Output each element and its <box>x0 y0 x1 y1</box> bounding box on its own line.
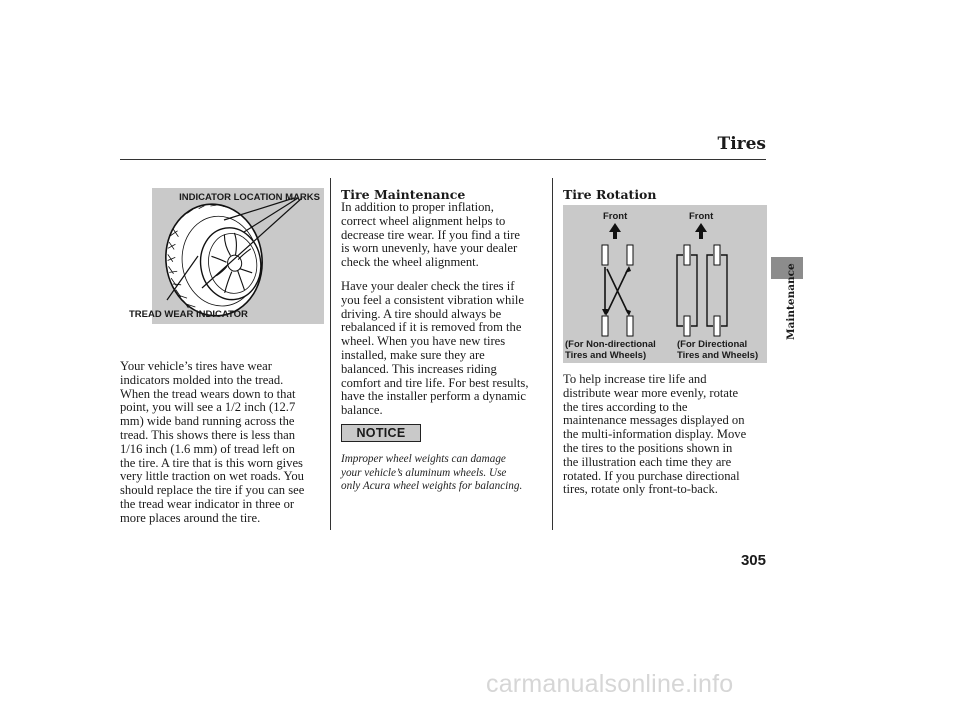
tire-rotation-paragraph: To help increase tire life and distribute wear more evenly, rotate the tires according to the maintenance messages displayed on the multi-information display. Move the tires to the positions shown in the illustration each time they are rotated. If you purchase directional tires, rotate only front-to-back. <box>563 372 747 497</box>
indicator-location-label: INDICATOR LOCATION MARKS <box>179 192 320 203</box>
notice-badge: NOTICE <box>341 424 421 442</box>
tire-illustration <box>152 188 324 324</box>
tire-rotation-heading: Tire Rotation <box>563 187 657 202</box>
front-label-right: Front <box>689 211 714 222</box>
non-directional-caption: (For Non-directional Tires and Wheels) <box>565 339 656 361</box>
section-tab-label: Maintenance <box>785 263 797 340</box>
tire-maintenance-paragraph-1: In addition to proper inflation, correct wheel alignment helps to decrease tire wear. If you find a tire is worn unevenly, have your dealer check the wheel alignment. <box>341 200 521 270</box>
tread-wear-figure <box>152 188 324 324</box>
header-rule <box>120 159 766 160</box>
directional-tires <box>684 245 720 336</box>
tread-wear-paragraph: Your vehicle’s tires have wear indicators molded into the tread. When the tread wears down to that point, you will see a 1/2 inch (12.7 mm) wide band running across the tread. This shows there is less than 1/16 inch (1.6 mm) of tread left on the tire. A tire that is this worn gives very little traction on wet roads. You should replace the tire if you can see the tread wear indicator in three or more places around the tire. <box>120 359 305 525</box>
front-arrow-icon <box>609 223 707 239</box>
tire-maintenance-paragraph-2: Have your dealer check the tires if you feel a consistent vibration while driving. A tire should always be rebalanced if it is removed from the wheel. When you have new tires installed, make sure they are balanced. This increases riding comfort and tire life. For best results, have the installer perform a dynamic balance. <box>341 279 529 418</box>
watermark: carmanualsonline.info <box>486 670 734 698</box>
directional-caption: (For Directional Tires and Wheels) <box>677 339 759 361</box>
front-label-left: Front <box>603 211 628 222</box>
column-divider-left <box>330 178 331 530</box>
directional-arrows <box>677 255 727 326</box>
non-directional-arrows <box>605 267 628 313</box>
notice-text: Improper wheel weights can damage your vehicle’s aluminum wheels. Use only Acura wheel weights for balancing. <box>341 453 523 492</box>
tire-maintenance-heading: Tire Maintenance <box>341 187 466 202</box>
page-title: Tires <box>717 134 766 154</box>
tread-wear-indicator-label: TREAD WEAR INDICATOR <box>129 309 248 320</box>
page-number: 305 <box>740 552 766 569</box>
